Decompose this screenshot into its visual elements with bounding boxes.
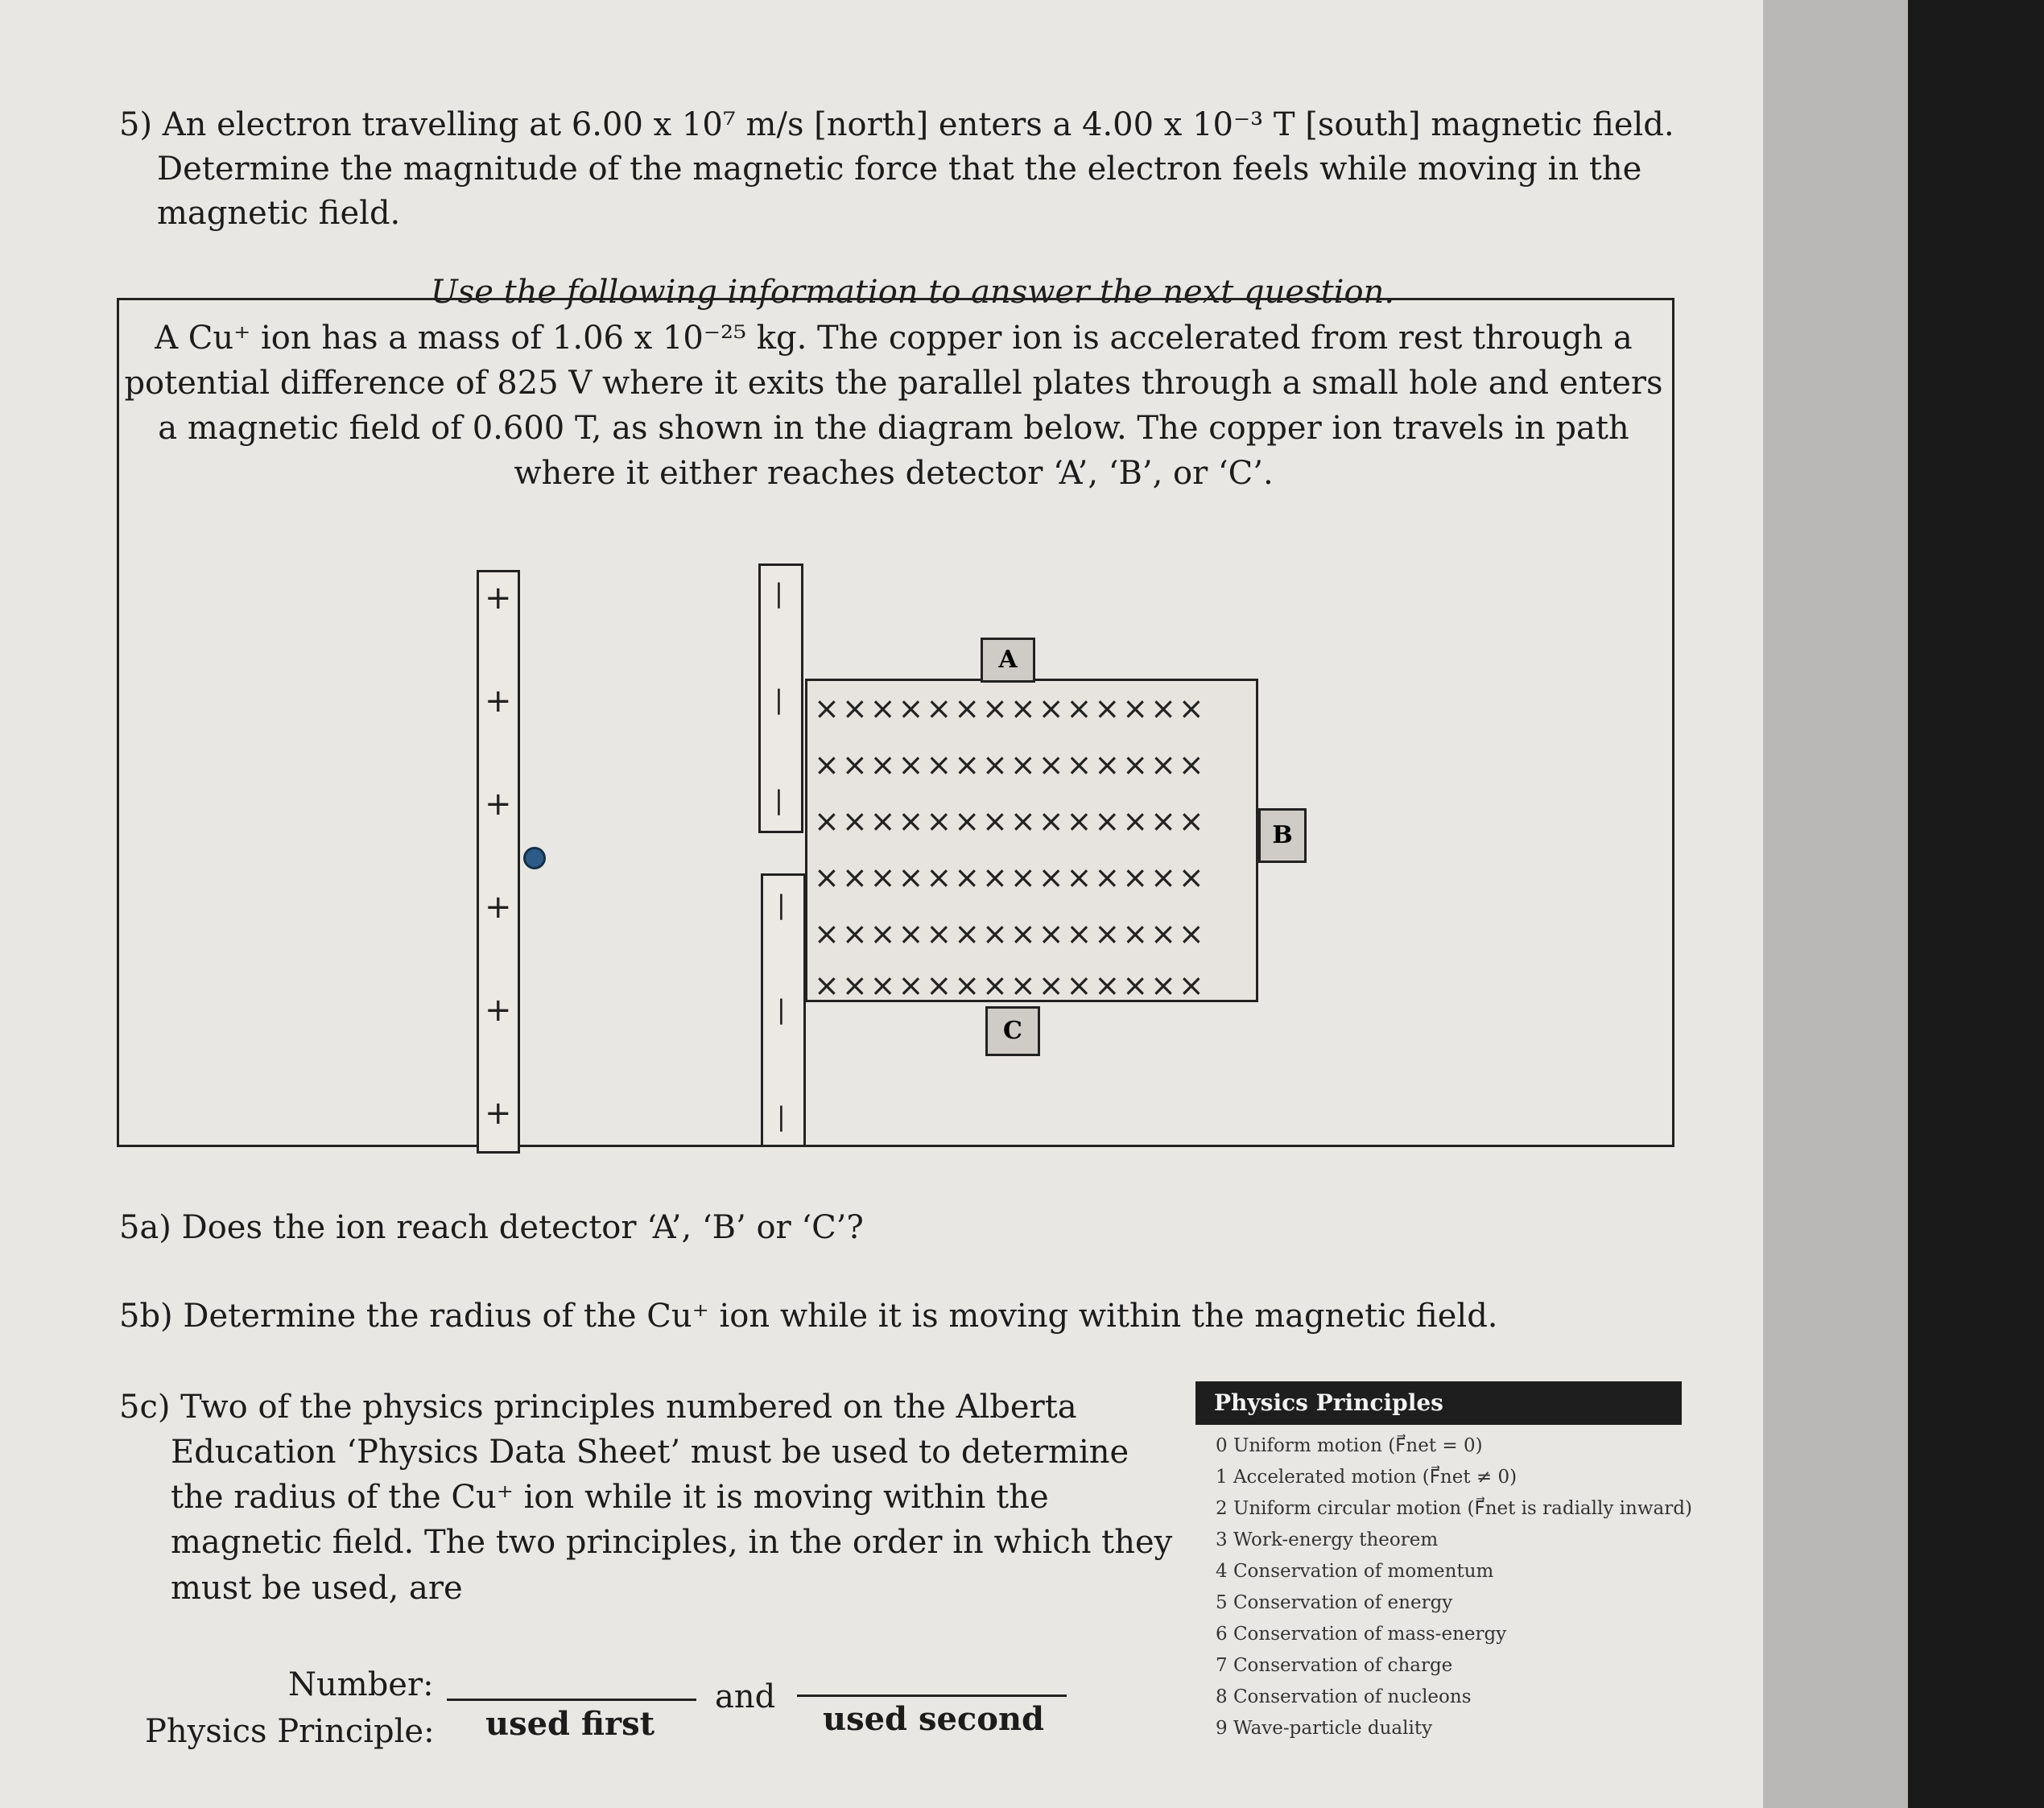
plus-sign: + [485, 992, 512, 1029]
number-label: Number: [288, 1666, 434, 1703]
background [1908, 0, 2044, 1808]
field-row: ×××××××××××××× [814, 916, 1207, 951]
cu-ion [523, 847, 546, 869]
q5c-line4: magnetic field. The two principles, in the order in which they [171, 1524, 1173, 1561]
used-first-label: used first [485, 1705, 655, 1743]
field-row: ×××××××××××××× [814, 968, 1207, 1003]
q5c-line5: must be used, are [171, 1570, 463, 1607]
field-row: ×××××××××××××× [814, 691, 1207, 726]
minus-sign: | [774, 684, 783, 715]
plus-sign: + [485, 889, 512, 926]
q5b-text: 5b) Determine the radius of the Cu⁺ ion while it is moving within the magnetic field. [119, 1298, 1498, 1335]
minus-sign: | [774, 578, 783, 609]
plus-sign: + [485, 683, 512, 720]
plus-sign: + [485, 786, 512, 823]
principle-item: 7 Conservation of charge [1216, 1655, 1453, 1676]
q5c-line3: the radius of the Cu⁺ ion while it is moving within the [171, 1479, 1049, 1516]
answer-blank-second[interactable] [797, 1694, 1067, 1697]
q5c-line1: 5c) Two of the physics principles numbered on the Alberta [119, 1389, 1077, 1426]
positive-plate [477, 570, 520, 1154]
principle-label: Physics Principle: [145, 1713, 435, 1750]
magnetic-field-region [805, 679, 1258, 1002]
principle-item: 4 Conservation of momentum [1216, 1561, 1494, 1582]
and-text: and [715, 1678, 776, 1715]
minus-sign: | [777, 890, 786, 920]
q5a-text: 5a) Does the ion reach detector ‘A’, ‘B’ or ‘C’? [119, 1209, 864, 1246]
q5c-line2: Education ‘Physics Data Sheet’ must be used to determine [171, 1434, 1129, 1471]
field-row: ×××××××××××××× [814, 747, 1207, 782]
q5-line3: magnetic field. [157, 195, 401, 232]
used-second-label: used second [823, 1700, 1044, 1738]
principle-item: 2 Uniform circular motion (F⃗net is radially inward) [1216, 1498, 1692, 1519]
minus-sign: | [777, 1101, 786, 1132]
detector-b: B [1258, 808, 1307, 863]
answer-blank-first[interactable] [447, 1699, 696, 1701]
page-edge [1763, 0, 1908, 1808]
q5-line2: Determine the magnitude of the magnetic force that the electron feels while moving in the [157, 151, 1642, 188]
field-row: ×××××××××××××× [814, 860, 1207, 895]
principle-item: 8 Conservation of nucleons [1216, 1686, 1472, 1707]
principle-item: 9 Wave-particle duality [1216, 1718, 1433, 1739]
principle-item: 0 Uniform motion (F⃗net = 0) [1216, 1435, 1483, 1456]
principle-item: 5 Conservation of energy [1216, 1592, 1453, 1613]
q5-line1: 5) An electron travelling at 6.00 x 10⁷ m/s [north] enters a 4.00 x 10⁻³ T [south] magnetic field. [119, 106, 1674, 143]
plus-sign: + [485, 580, 512, 617]
detector-a: A [981, 638, 1035, 683]
plus-sign: + [485, 1095, 512, 1132]
info-box-text: A Cu⁺ ion has a mass of 1.06 x 10⁻²⁵ kg. The copper ion is accelerated from rest through a potential difference of 825 V where it exits the parallel plates through a small hole and enters a magnetic field of 0.600 T, as shown in the diagram below. The copper ion travels in path where it either reaches detector ‘A’, ‘B’, or ‘C’. [124, 320, 1663, 492]
minus-sign: | [777, 994, 786, 1025]
physics-principles-title: Physics Principles [1195, 1381, 1682, 1425]
instruction-text: Use the following information to answer the next question. [431, 274, 1395, 311]
minus-sign: | [774, 785, 783, 815]
principle-item: 1 Accelerated motion (F⃗net ≠ 0) [1216, 1467, 1518, 1488]
field-row: ×××××××××××××× [814, 803, 1207, 839]
principle-item: 3 Work-energy theorem [1216, 1529, 1439, 1550]
principle-item: 6 Conservation of mass-energy [1216, 1624, 1507, 1645]
detector-c: C [985, 1006, 1040, 1056]
